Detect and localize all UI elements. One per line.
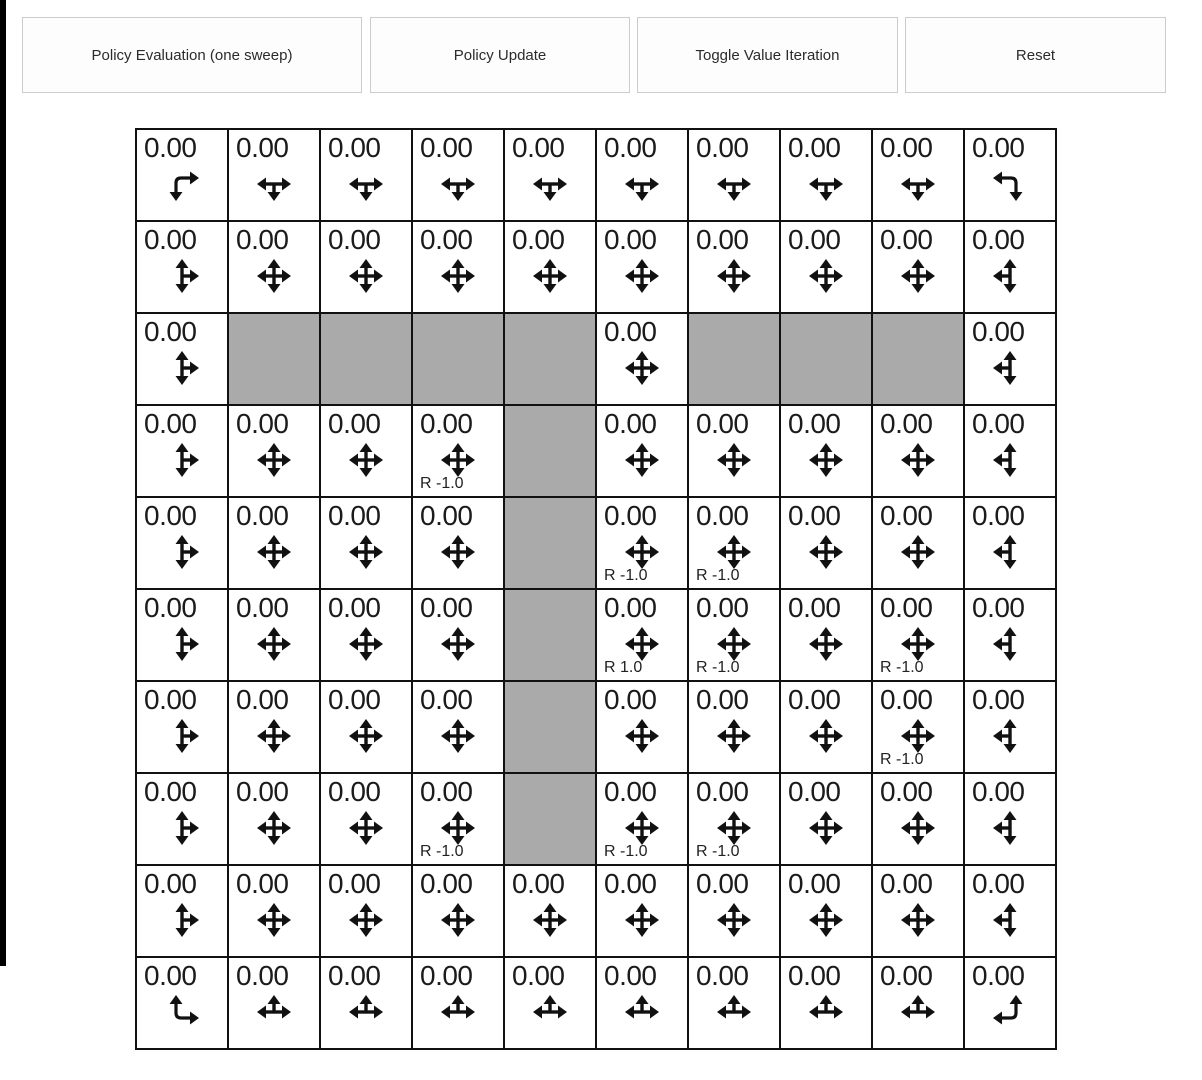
grid-cell-wall xyxy=(689,314,779,404)
policy-arrows-icon xyxy=(342,988,390,1036)
policy-arrows-icon xyxy=(158,252,206,300)
grid-cell-wall xyxy=(505,590,595,680)
policy-arrows-icon xyxy=(434,252,482,300)
state-value: 0.00 xyxy=(328,960,381,991)
grid-cell[interactable] xyxy=(321,222,411,312)
grid-cell[interactable] xyxy=(689,866,779,956)
policy-arrows-icon xyxy=(158,160,206,208)
policy-arrows-icon xyxy=(342,896,390,944)
state-value: 0.00 xyxy=(236,684,289,715)
grid-cell[interactable] xyxy=(965,774,1055,864)
policy-arrows-icon xyxy=(986,344,1034,392)
state-value: 0.00 xyxy=(972,316,1025,347)
grid-cell[interactable] xyxy=(689,498,779,588)
state-value: 0.00 xyxy=(144,500,197,531)
policy-arrows-icon xyxy=(802,252,850,300)
policy-arrows-icon xyxy=(802,620,850,668)
grid-cell[interactable] xyxy=(781,774,871,864)
policy-arrows-icon xyxy=(894,252,942,300)
state-value: 0.00 xyxy=(144,132,197,163)
grid-cell[interactable] xyxy=(597,498,687,588)
policy-arrows-icon xyxy=(342,160,390,208)
grid-cell[interactable] xyxy=(965,406,1055,496)
state-value: 0.00 xyxy=(696,500,749,531)
policy-arrows-icon xyxy=(434,160,482,208)
grid-cell[interactable] xyxy=(229,774,319,864)
grid-cell[interactable] xyxy=(689,406,779,496)
policy-arrows-icon xyxy=(158,620,206,668)
policy-arrows-icon xyxy=(250,896,298,944)
state-value: 0.00 xyxy=(236,592,289,623)
grid-cell-wall xyxy=(505,774,595,864)
grid-cell-wall xyxy=(229,314,319,404)
grid-cell[interactable] xyxy=(597,222,687,312)
state-value: 0.00 xyxy=(972,592,1025,623)
grid-cell[interactable] xyxy=(137,682,227,772)
state-value: 0.00 xyxy=(328,776,381,807)
policy-arrows-icon xyxy=(986,988,1034,1036)
grid-cell-wall xyxy=(505,314,595,404)
policy-arrows-icon xyxy=(250,160,298,208)
state-value: 0.00 xyxy=(880,868,933,899)
state-value: 0.00 xyxy=(328,224,381,255)
policy-arrows-icon xyxy=(802,436,850,484)
reset-button[interactable]: Reset xyxy=(905,17,1166,93)
grid-cell[interactable] xyxy=(597,774,687,864)
grid-cell[interactable] xyxy=(873,866,963,956)
policy-arrows-icon xyxy=(250,712,298,760)
policy-arrows-icon xyxy=(250,252,298,300)
grid-cell[interactable] xyxy=(137,958,227,1048)
policy-arrows-icon xyxy=(250,528,298,576)
state-value: 0.00 xyxy=(604,500,657,531)
policy-arrows-icon xyxy=(158,344,206,392)
policy-arrows-icon xyxy=(250,620,298,668)
policy-arrows-icon xyxy=(802,160,850,208)
reward-label: R -1.0 xyxy=(604,843,648,860)
policy-evaluation-button[interactable]: Policy Evaluation (one sweep) xyxy=(22,17,362,93)
policy-arrows-icon xyxy=(710,988,758,1036)
policy-arrows-icon xyxy=(986,896,1034,944)
policy-arrows-icon xyxy=(710,252,758,300)
grid-cell[interactable] xyxy=(229,866,319,956)
state-value: 0.00 xyxy=(144,592,197,623)
state-value: 0.00 xyxy=(512,960,565,991)
policy-arrows-icon xyxy=(802,896,850,944)
grid-cell[interactable] xyxy=(137,774,227,864)
policy-arrows-icon xyxy=(250,436,298,484)
grid-cell[interactable] xyxy=(781,866,871,956)
state-value: 0.00 xyxy=(696,408,749,439)
grid-cell[interactable] xyxy=(321,958,411,1048)
grid-cell[interactable] xyxy=(229,406,319,496)
policy-arrows-icon xyxy=(986,160,1034,208)
state-value: 0.00 xyxy=(236,776,289,807)
state-value: 0.00 xyxy=(420,960,473,991)
state-value: 0.00 xyxy=(880,224,933,255)
policy-arrows-icon xyxy=(158,436,206,484)
reward-label: R -1.0 xyxy=(420,475,464,492)
policy-arrows-icon xyxy=(986,436,1034,484)
policy-arrows-icon xyxy=(158,712,206,760)
state-value: 0.00 xyxy=(972,960,1025,991)
state-value: 0.00 xyxy=(236,500,289,531)
policy-arrows-icon xyxy=(342,620,390,668)
grid-cell-wall xyxy=(505,682,595,772)
state-value: 0.00 xyxy=(788,776,841,807)
state-value: 0.00 xyxy=(788,960,841,991)
grid-cell[interactable] xyxy=(137,222,227,312)
reward-label: R -1.0 xyxy=(880,751,924,768)
grid-cell[interactable] xyxy=(321,498,411,588)
grid-cell[interactable] xyxy=(229,958,319,1048)
policy-arrows-icon xyxy=(986,804,1034,852)
state-value: 0.00 xyxy=(696,684,749,715)
grid-cell[interactable] xyxy=(965,866,1055,956)
state-value: 0.00 xyxy=(788,868,841,899)
state-value: 0.00 xyxy=(696,776,749,807)
state-value: 0.00 xyxy=(880,960,933,991)
reward-label: R -1.0 xyxy=(880,659,924,676)
grid-cell[interactable] xyxy=(413,498,503,588)
reward-label: R -1.0 xyxy=(696,659,740,676)
grid-cell[interactable] xyxy=(781,682,871,772)
state-value: 0.00 xyxy=(972,132,1025,163)
state-value: 0.00 xyxy=(512,224,565,255)
policy-arrows-icon xyxy=(158,988,206,1036)
state-value: 0.00 xyxy=(604,224,657,255)
state-value: 0.00 xyxy=(604,960,657,991)
policy-arrows-icon xyxy=(434,620,482,668)
grid-cell[interactable] xyxy=(965,130,1055,220)
grid-cell[interactable] xyxy=(505,866,595,956)
grid-cell[interactable] xyxy=(321,130,411,220)
state-value: 0.00 xyxy=(144,776,197,807)
policy-arrows-icon xyxy=(894,988,942,1036)
state-value: 0.00 xyxy=(880,408,933,439)
policy-arrows-icon xyxy=(434,528,482,576)
state-value: 0.00 xyxy=(420,592,473,623)
grid-cell[interactable] xyxy=(873,130,963,220)
state-value: 0.00 xyxy=(604,132,657,163)
state-value: 0.00 xyxy=(696,132,749,163)
state-value: 0.00 xyxy=(420,224,473,255)
state-value: 0.00 xyxy=(972,408,1025,439)
state-value: 0.00 xyxy=(696,224,749,255)
grid-cell[interactable] xyxy=(597,866,687,956)
state-value: 0.00 xyxy=(420,776,473,807)
policy-arrows-icon xyxy=(618,344,666,392)
state-value: 0.00 xyxy=(144,960,197,991)
grid-cell[interactable] xyxy=(689,222,779,312)
grid-cell[interactable] xyxy=(965,498,1055,588)
policy-arrows-icon xyxy=(802,528,850,576)
grid-cell[interactable] xyxy=(597,590,687,680)
state-value: 0.00 xyxy=(604,316,657,347)
policy-arrows-icon xyxy=(342,528,390,576)
grid-cell[interactable] xyxy=(965,590,1055,680)
policy-arrows-icon xyxy=(618,988,666,1036)
state-value: 0.00 xyxy=(512,132,565,163)
policy-arrows-icon xyxy=(986,252,1034,300)
grid-cell[interactable] xyxy=(873,222,963,312)
state-value: 0.00 xyxy=(420,868,473,899)
grid-cell[interactable] xyxy=(965,222,1055,312)
state-value: 0.00 xyxy=(880,592,933,623)
state-value: 0.00 xyxy=(604,592,657,623)
state-value: 0.00 xyxy=(236,868,289,899)
state-value: 0.00 xyxy=(512,868,565,899)
policy-arrows-icon xyxy=(618,712,666,760)
state-value: 0.00 xyxy=(144,684,197,715)
grid-cell[interactable] xyxy=(137,866,227,956)
state-value: 0.00 xyxy=(420,132,473,163)
grid-cell[interactable] xyxy=(413,774,503,864)
state-value: 0.00 xyxy=(328,408,381,439)
grid-cell[interactable] xyxy=(781,958,871,1048)
grid-cell[interactable] xyxy=(781,222,871,312)
grid-cell[interactable] xyxy=(137,314,227,404)
reward-label: R 1.0 xyxy=(604,659,643,676)
state-value: 0.00 xyxy=(236,408,289,439)
grid-cell[interactable] xyxy=(321,590,411,680)
grid-cell[interactable] xyxy=(781,498,871,588)
grid-cell[interactable] xyxy=(137,130,227,220)
policy-arrows-icon xyxy=(618,436,666,484)
grid-cell[interactable] xyxy=(597,682,687,772)
policy-arrows-icon xyxy=(342,804,390,852)
state-value: 0.00 xyxy=(972,868,1025,899)
state-value: 0.00 xyxy=(788,592,841,623)
state-value: 0.00 xyxy=(328,500,381,531)
state-value: 0.00 xyxy=(236,132,289,163)
grid-cell[interactable] xyxy=(137,590,227,680)
state-value: 0.00 xyxy=(144,868,197,899)
grid-cell-wall xyxy=(873,314,963,404)
policy-arrows-icon xyxy=(802,712,850,760)
state-value: 0.00 xyxy=(972,224,1025,255)
grid-cell[interactable] xyxy=(505,222,595,312)
grid-cell[interactable] xyxy=(965,958,1055,1048)
grid-cell[interactable] xyxy=(781,406,871,496)
state-value: 0.00 xyxy=(788,500,841,531)
state-value: 0.00 xyxy=(696,960,749,991)
state-value: 0.00 xyxy=(420,408,473,439)
grid-cell[interactable] xyxy=(965,314,1055,404)
state-value: 0.00 xyxy=(144,408,197,439)
state-value: 0.00 xyxy=(236,960,289,991)
grid-cell[interactable] xyxy=(321,774,411,864)
state-value: 0.00 xyxy=(420,684,473,715)
state-value: 0.00 xyxy=(788,684,841,715)
policy-arrows-icon xyxy=(710,896,758,944)
grid-cell[interactable] xyxy=(689,130,779,220)
state-value: 0.00 xyxy=(788,132,841,163)
state-value: 0.00 xyxy=(788,224,841,255)
grid-cell[interactable] xyxy=(873,774,963,864)
state-value: 0.00 xyxy=(604,776,657,807)
state-value: 0.00 xyxy=(788,408,841,439)
grid-cell[interactable] xyxy=(413,130,503,220)
state-value: 0.00 xyxy=(328,132,381,163)
grid-cell[interactable] xyxy=(321,866,411,956)
policy-arrows-icon xyxy=(618,252,666,300)
policy-arrows-icon xyxy=(342,252,390,300)
policy-arrows-icon xyxy=(894,436,942,484)
grid-cell[interactable] xyxy=(229,498,319,588)
policy-arrows-icon xyxy=(158,528,206,576)
policy-arrows-icon xyxy=(250,988,298,1036)
reward-label: R -1.0 xyxy=(604,567,648,584)
toggle-value-iteration-button[interactable]: Toggle Value Iteration xyxy=(637,17,898,93)
grid-cell-wall xyxy=(781,314,871,404)
grid-cell[interactable] xyxy=(137,406,227,496)
grid-cell[interactable] xyxy=(597,958,687,1048)
grid-cell[interactable] xyxy=(873,958,963,1048)
window-left-edge xyxy=(0,0,6,966)
grid-cell[interactable] xyxy=(689,774,779,864)
policy-arrows-icon xyxy=(894,804,942,852)
policy-arrows-icon xyxy=(434,988,482,1036)
policy-arrows-icon xyxy=(158,896,206,944)
grid-cell[interactable] xyxy=(873,498,963,588)
grid-cell-wall xyxy=(505,406,595,496)
grid-cell[interactable] xyxy=(413,866,503,956)
state-value: 0.00 xyxy=(696,868,749,899)
policy-arrows-icon xyxy=(434,712,482,760)
policy-arrows-icon xyxy=(618,160,666,208)
grid-cell[interactable] xyxy=(137,498,227,588)
state-value: 0.00 xyxy=(880,500,933,531)
state-value: 0.00 xyxy=(328,592,381,623)
policy-arrows-icon xyxy=(434,896,482,944)
reward-label: R -1.0 xyxy=(696,567,740,584)
grid-cell[interactable] xyxy=(505,958,595,1048)
grid-cell[interactable] xyxy=(873,682,963,772)
state-value: 0.00 xyxy=(696,592,749,623)
policy-update-button[interactable]: Policy Update xyxy=(370,17,630,93)
grid-cell[interactable] xyxy=(597,130,687,220)
policy-arrows-icon xyxy=(710,712,758,760)
state-value: 0.00 xyxy=(880,132,933,163)
gridworld xyxy=(135,128,1057,1050)
state-value: 0.00 xyxy=(972,684,1025,715)
policy-arrows-icon xyxy=(894,160,942,208)
policy-arrows-icon xyxy=(802,804,850,852)
state-value: 0.00 xyxy=(972,776,1025,807)
grid-cell[interactable] xyxy=(229,682,319,772)
policy-arrows-icon xyxy=(894,896,942,944)
policy-arrows-icon xyxy=(342,712,390,760)
grid-cell[interactable] xyxy=(413,682,503,772)
grid-cell-wall xyxy=(505,498,595,588)
state-value: 0.00 xyxy=(328,684,381,715)
state-value: 0.00 xyxy=(604,684,657,715)
grid-cell[interactable] xyxy=(873,590,963,680)
grid-cell[interactable] xyxy=(229,130,319,220)
grid-cell[interactable] xyxy=(689,682,779,772)
grid-cell[interactable] xyxy=(689,590,779,680)
policy-arrows-icon xyxy=(986,528,1034,576)
state-value: 0.00 xyxy=(604,408,657,439)
grid-cell[interactable] xyxy=(505,130,595,220)
grid-cell[interactable] xyxy=(781,130,871,220)
grid-cell[interactable] xyxy=(413,958,503,1048)
grid-cell[interactable] xyxy=(321,682,411,772)
policy-arrows-icon xyxy=(618,896,666,944)
grid-cell-wall xyxy=(321,314,411,404)
policy-arrows-icon xyxy=(158,804,206,852)
grid-cell[interactable] xyxy=(229,590,319,680)
grid-cell[interactable] xyxy=(965,682,1055,772)
grid-cell[interactable] xyxy=(689,958,779,1048)
grid-cell[interactable] xyxy=(597,406,687,496)
policy-arrows-icon xyxy=(526,160,574,208)
policy-arrows-icon xyxy=(894,528,942,576)
policy-arrows-icon xyxy=(986,712,1034,760)
state-value: 0.00 xyxy=(880,684,933,715)
reward-label: R -1.0 xyxy=(420,843,464,860)
state-value: 0.00 xyxy=(144,224,197,255)
grid-cell[interactable] xyxy=(321,406,411,496)
policy-arrows-icon xyxy=(342,436,390,484)
state-value: 0.00 xyxy=(604,868,657,899)
grid-cell[interactable] xyxy=(873,406,963,496)
grid-cell-wall xyxy=(413,314,503,404)
policy-arrows-icon xyxy=(526,988,574,1036)
policy-arrows-icon xyxy=(250,804,298,852)
reward-label: R -1.0 xyxy=(696,843,740,860)
policy-arrows-icon xyxy=(710,160,758,208)
state-value: 0.00 xyxy=(328,868,381,899)
state-value: 0.00 xyxy=(236,224,289,255)
policy-arrows-icon xyxy=(802,988,850,1036)
state-value: 0.00 xyxy=(420,500,473,531)
grid-cell[interactable] xyxy=(229,222,319,312)
policy-arrows-icon xyxy=(710,436,758,484)
grid-cell[interactable] xyxy=(413,590,503,680)
policy-arrows-icon xyxy=(526,896,574,944)
grid-cell[interactable] xyxy=(597,314,687,404)
state-value: 0.00 xyxy=(144,316,197,347)
policy-arrows-icon xyxy=(526,252,574,300)
grid-cell[interactable] xyxy=(413,222,503,312)
grid-cell[interactable] xyxy=(781,590,871,680)
policy-arrows-icon xyxy=(986,620,1034,668)
state-value: 0.00 xyxy=(972,500,1025,531)
grid-cell[interactable] xyxy=(413,406,503,496)
state-value: 0.00 xyxy=(880,776,933,807)
